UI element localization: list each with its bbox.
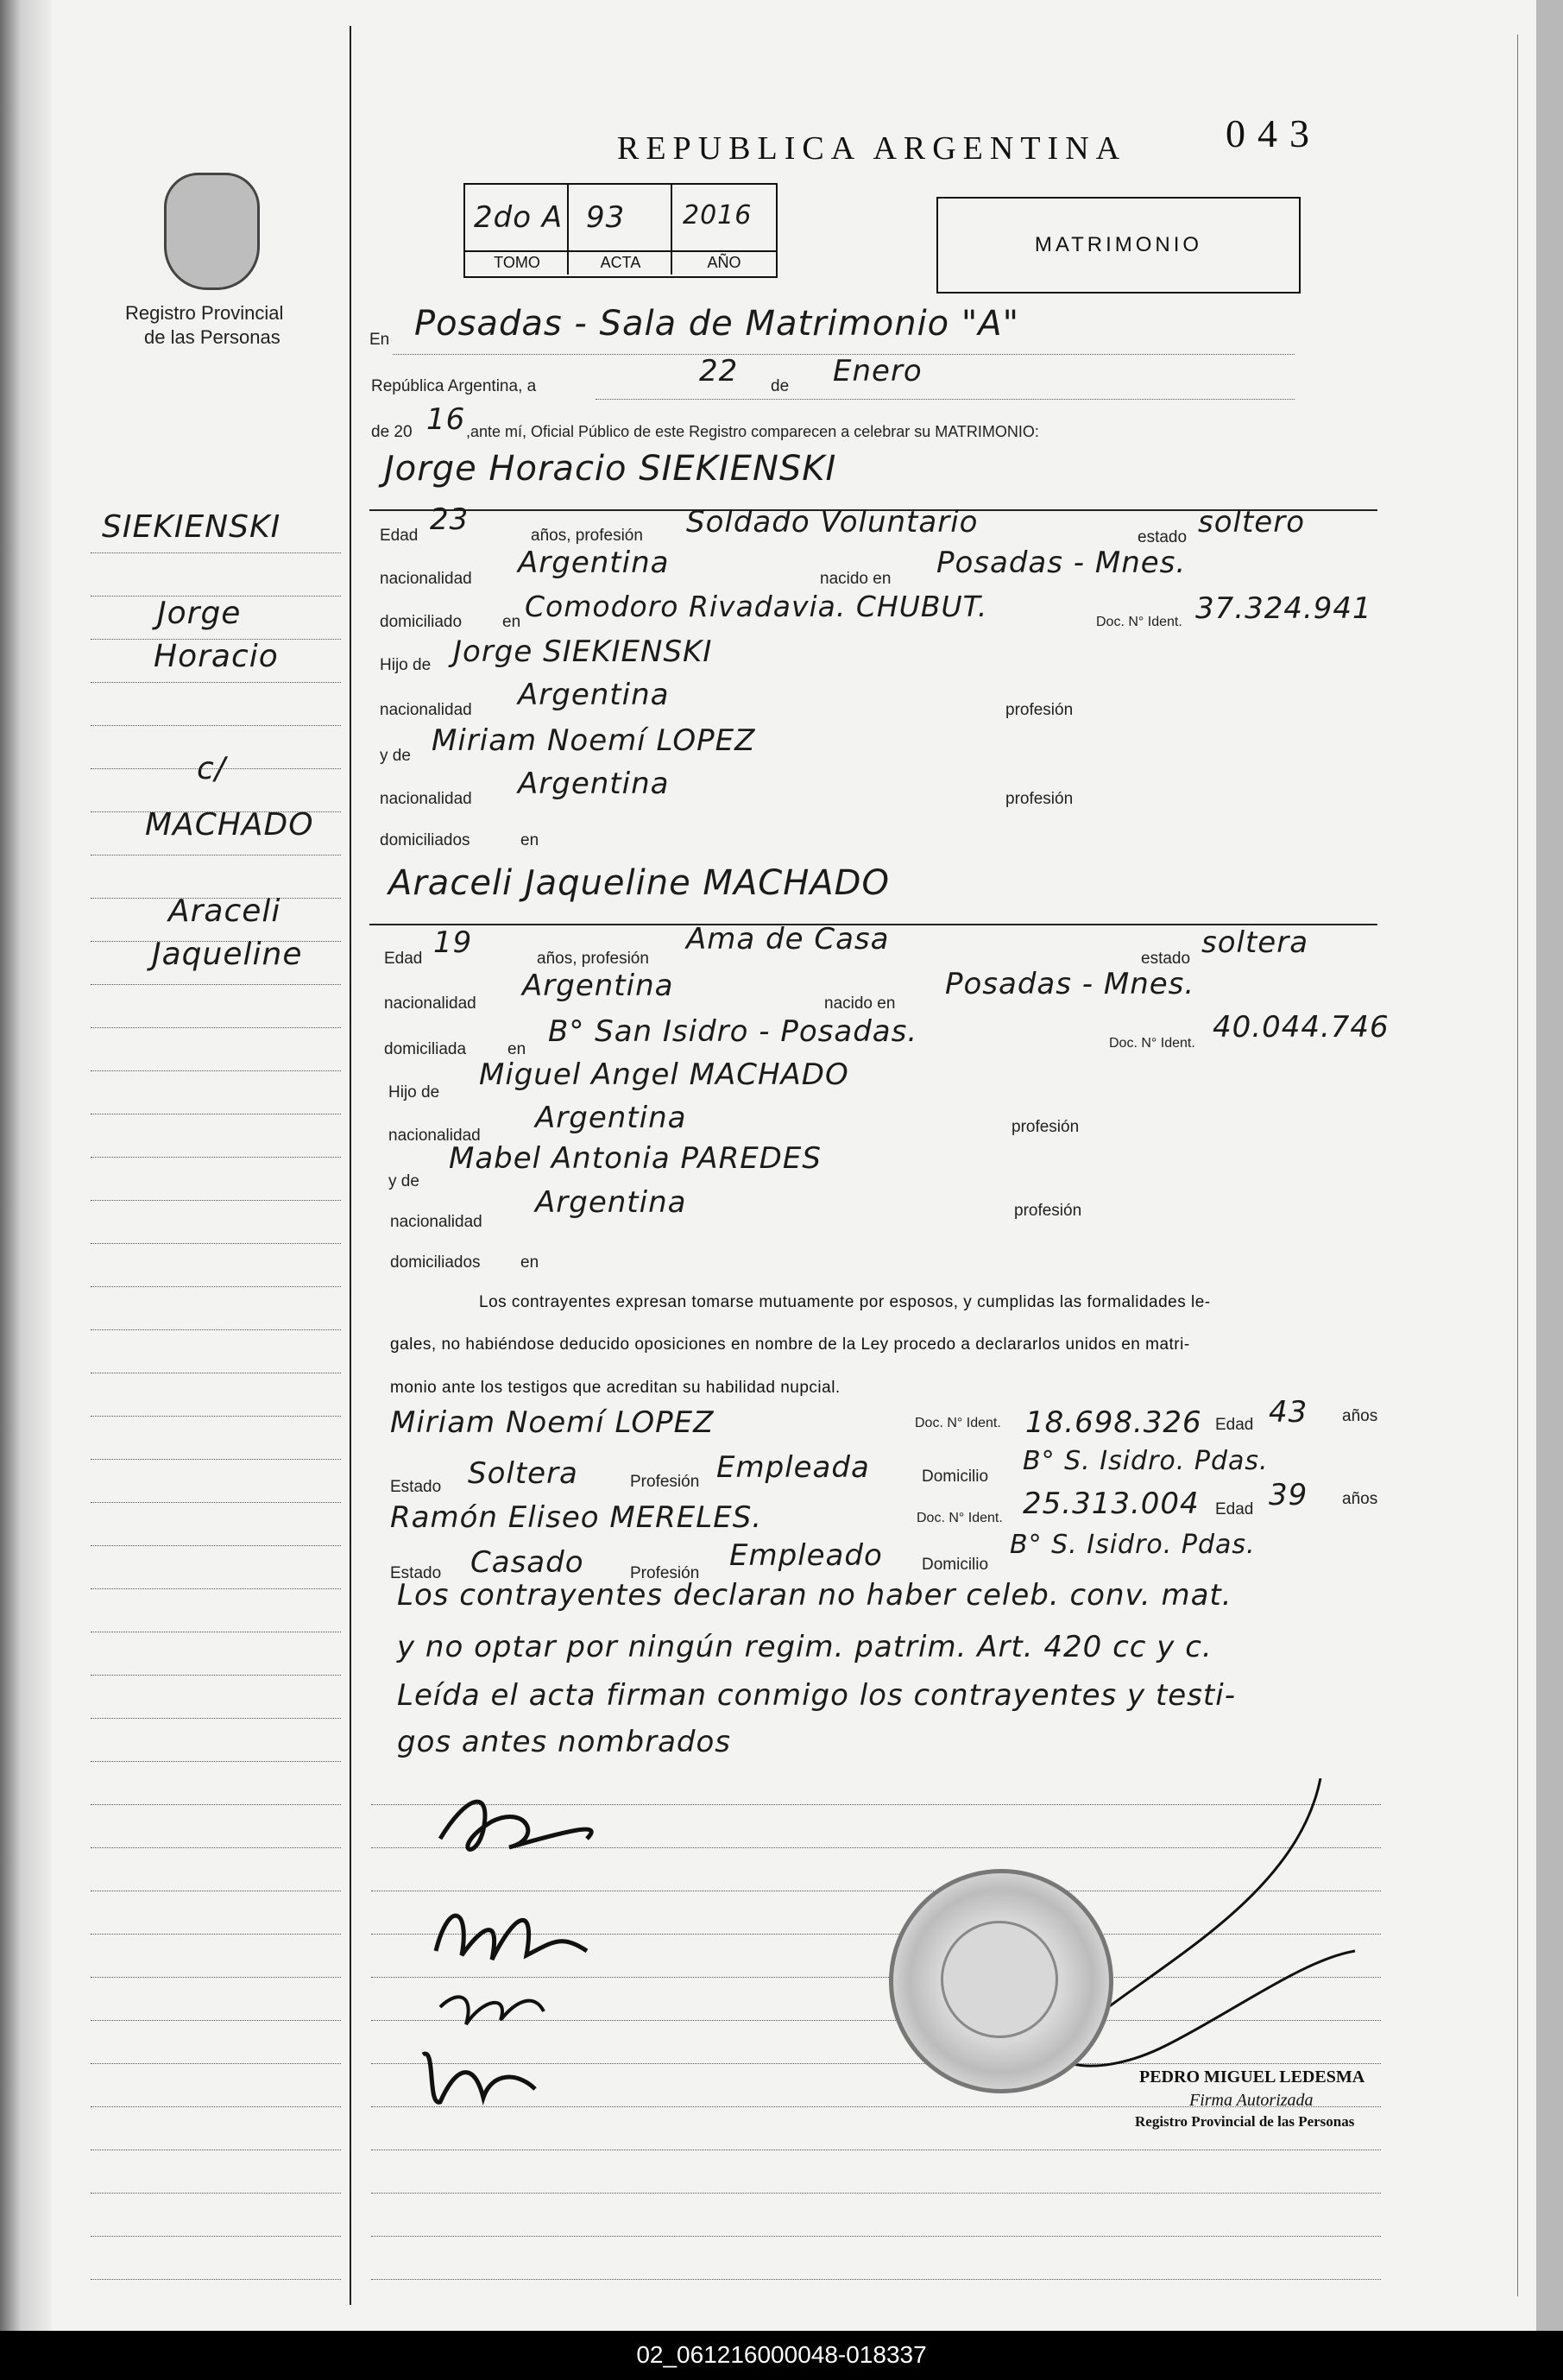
column-divider — [350, 26, 351, 2305]
groom-full-name: Jorge Horacio SIEKIENSKI — [384, 449, 837, 489]
ruled-line — [91, 1847, 341, 1848]
witness2-profession: Empleado — [729, 1538, 883, 1573]
ruled-line — [371, 2279, 1381, 2280]
bride-profession: Ama de Casa — [686, 922, 890, 956]
groom-address: Comodoro Rivadavia. CHUBUT. — [525, 590, 988, 623]
groom-mother-profesion-label: profesión — [1005, 790, 1074, 808]
notes-line2: y no optar por ningún regim. patrim. Art. 420 cc y c. — [397, 1630, 1213, 1664]
bride-hijo-label: Hijo de — [388, 1083, 440, 1102]
groom-edad-label: Edad — [380, 527, 419, 545]
acta-value: 93 — [586, 200, 626, 235]
ruled-line — [91, 898, 341, 899]
groom-mother-nacionalidad-label: nacionalidad — [380, 790, 472, 808]
margin-bride-second: Jaqueline — [152, 937, 303, 972]
ruled-line — [91, 1545, 341, 1546]
ruled-line — [91, 2106, 341, 2107]
witness1-age: 43 — [1269, 1395, 1308, 1430]
ruled-line — [91, 2236, 341, 2237]
bride-age: 19 — [433, 925, 473, 960]
witness2-age: 39 — [1269, 1478, 1308, 1512]
ruled-line — [91, 596, 341, 597]
groom-domiciliado-label: domiciliado — [380, 613, 463, 631]
ceremony-place: Posadas - Sala de Matrimonio "A" — [414, 304, 1020, 344]
right-border — [1517, 35, 1518, 2296]
bride-yde-label: y de — [388, 1172, 419, 1190]
signature-4 — [423, 2054, 535, 2102]
bride-father-nationality: Argentina — [535, 1101, 687, 1135]
margin-groom-surname: SIEKIENSKI — [102, 509, 281, 545]
year-prefix: de 20 — [371, 423, 413, 441]
margin-groom-first: Jorge — [157, 596, 242, 631]
anio-value: 2016 — [683, 200, 753, 230]
official-title: Firma Autorizada — [1189, 2091, 1314, 2110]
ruled-line — [91, 552, 341, 553]
bride-edad-label: Edad — [384, 950, 423, 968]
registry-name-line2: de las Personas — [144, 326, 280, 348]
ruled-line — [91, 2193, 341, 2194]
ruled-line — [91, 1027, 341, 1028]
bride-father-profesion-label: profesión — [1012, 1118, 1080, 1136]
groom-father-nationality: Argentina — [518, 678, 670, 712]
witness1-estado-label: Estado — [390, 1478, 442, 1496]
statement: ,ante mí, Oficial Público de este Registro comparecen a celebrar su MATRIMONIO: — [466, 423, 1039, 440]
groom-father-nacionalidad-label: nacionalidad — [380, 701, 472, 719]
bride-mother-nationality: Argentina — [535, 1185, 687, 1220]
ruled-line — [91, 1329, 341, 1330]
groom-age: 23 — [430, 502, 470, 537]
signature-1 — [440, 1802, 591, 1849]
bride-nacionalidad-label: nacionalidad — [384, 994, 476, 1013]
witness1-estado: Soltera — [468, 1456, 578, 1491]
margin-bride-surname: MACHADO — [145, 807, 314, 843]
signature-3 — [440, 1997, 544, 2024]
witness1-name: Miriam Noemí LOPEZ — [390, 1405, 715, 1440]
ruled-line — [91, 1157, 341, 1158]
en-label: En — [369, 331, 390, 349]
ruled-line — [91, 1243, 341, 1244]
bride-mother-profesion-label: profesión — [1014, 1202, 1082, 1220]
witness1-profesion-label: Profesión — [630, 1473, 700, 1491]
groom-birthplace: Posadas - Mnes. — [936, 546, 1187, 580]
witness1-doc: 18.698.326 — [1025, 1405, 1202, 1440]
bride-estado: soltera — [1201, 925, 1309, 960]
ruled-line — [91, 1718, 341, 1719]
ruled-line — [91, 1804, 341, 1805]
witness2-edad-label: Edad — [1215, 1500, 1254, 1518]
witness1-doc-label: Doc. N° Ident. — [915, 1416, 1001, 1430]
groom-en-label: en — [502, 613, 521, 631]
registry-name-line1: Registro Provincial — [125, 302, 284, 324]
ruled-line — [91, 2020, 341, 2021]
ruled-line — [91, 1977, 341, 1978]
witness2-estado-label: Estado — [390, 1564, 442, 1582]
groom-domiciliados-label: domiciliados — [380, 831, 470, 849]
declaration-line2: gales, no habiéndose deducido oposiciones en nombre de la Ley procedo a declararlos unidos en matri- — [390, 1335, 1190, 1354]
ruled-line — [371, 2193, 1381, 2194]
footer-bar — [0, 2331, 1563, 2380]
bride-estado-label: estado — [1141, 950, 1191, 968]
groom-father-profesion-label: profesión — [1005, 701, 1074, 719]
margin-groom-second: Horacio — [154, 639, 279, 674]
ruled-line — [91, 1200, 341, 1201]
bride-father: Miguel Angel MACHADO — [479, 1057, 849, 1092]
doc-type-box — [936, 197, 1301, 294]
notes-line3: Leída el acta firman conmigo los contrayentes y testi- — [397, 1678, 1236, 1713]
acta-label: ACTA — [600, 254, 641, 271]
witness1-profession: Empleada — [716, 1450, 870, 1485]
witness2-doc: 25.313.004 — [1023, 1487, 1200, 1521]
ruled-line — [91, 1502, 341, 1503]
witness2-name: Ramón Eliseo MERELES. — [390, 1500, 763, 1535]
bride-nacido-label: nacido en — [824, 994, 896, 1013]
bride-domiciliados-en: en — [520, 1253, 539, 1272]
official-office: Registro Provincial de las Personas — [1135, 2113, 1355, 2130]
ruled-line — [91, 1070, 341, 1071]
groom-domiciliados-en: en — [520, 831, 539, 849]
witness2-doc-label: Doc. N° Ident. — [917, 1511, 1003, 1525]
file-id: 02_061216000048-018337 — [636, 2341, 927, 2368]
ruled-line — [91, 1459, 341, 1460]
republica-label: República Argentina, a — [371, 377, 537, 395]
bride-nationality: Argentina — [522, 969, 674, 1003]
ruled-line — [371, 2236, 1381, 2237]
groom-doc-label: Doc. N° Ident. — [1096, 615, 1182, 629]
witness1-domicilio-label: Domicilio — [922, 1468, 989, 1486]
bride-en-label: en — [507, 1040, 526, 1058]
doc-type-label: MATRIMONIO — [1034, 233, 1203, 256]
official-name: PEDRO MIGUEL LEDESMA — [1139, 2068, 1365, 2086]
margin-bride-first: Araceli — [168, 893, 281, 929]
bride-address: B° San Isidro - Posadas. — [548, 1014, 918, 1049]
groom-nacionalidad-label: nacionalidad — [380, 570, 472, 588]
witness1-edad-label: Edad — [1215, 1416, 1254, 1434]
declaration-line3: monio ante los testigos que acreditan su habilidad nupcial. — [390, 1379, 841, 1397]
witness2-domicilio-label: Domicilio — [922, 1556, 989, 1574]
bride-full-name: Araceli Jaqueline MACHADO — [388, 863, 890, 903]
ruled-line — [91, 725, 341, 726]
groom-nationality: Argentina — [518, 546, 670, 580]
tomo-label: TOMO — [494, 254, 540, 271]
bride-mother: Mabel Antonia PAREDES — [449, 1141, 822, 1176]
groom-father: Jorge SIEKIENSKI — [453, 634, 713, 669]
bride-domiciliada-label: domiciliada — [384, 1040, 467, 1058]
bride-domiciliados-label: domiciliados — [390, 1253, 481, 1272]
page-edge — [1536, 0, 1563, 2331]
groom-anos-label: años, profesión — [531, 527, 643, 545]
groom-profession: Soldado Voluntario — [686, 505, 979, 540]
ruled-line — [91, 2063, 341, 2064]
ruled-line — [91, 1761, 341, 1762]
ruled-line — [91, 1675, 341, 1676]
ceremony-day: 22 — [699, 354, 739, 388]
bride-father-nacionalidad-label: nacionalidad — [388, 1127, 481, 1145]
bride-doc: 40.044.746 — [1213, 1010, 1390, 1045]
ruled-line — [91, 984, 341, 985]
bride-birthplace: Posadas - Mnes. — [945, 967, 1195, 1001]
tomo-value: 2do A — [474, 200, 564, 235]
ruled-line — [91, 1416, 341, 1417]
bride-mother-nacionalidad-label: nacionalidad — [390, 1213, 482, 1231]
ruled-line — [91, 811, 341, 812]
groom-estado-label: estado — [1138, 528, 1188, 546]
bride-anos-label: años, profesión — [537, 950, 649, 968]
witness2-anos-label: años — [1342, 1490, 1378, 1508]
ruled-line — [91, 682, 341, 683]
ruled-line — [91, 1286, 341, 1287]
ruled-line — [91, 1934, 341, 1935]
country-title: REPUBLICA ARGENTINA — [617, 130, 1127, 167]
ruled-line — [91, 941, 341, 942]
witness1-address: B° S. Isidro. Pdas. — [1023, 1446, 1269, 1476]
signature-2 — [436, 1916, 587, 1960]
groom-doc: 37.324.941 — [1195, 591, 1372, 626]
anio-label: AÑO — [707, 254, 741, 271]
bride-doc-label: Doc. N° Ident. — [1109, 1036, 1195, 1051]
ceremony-month: Enero — [833, 354, 923, 388]
groom-nacido-label: nacido en — [820, 570, 892, 588]
declaration-line1: Los contrayentes expresan tomarse mutuamente por esposos, y cumplidas las formalidades le- — [479, 1293, 1211, 1311]
groom-hijo-label: Hijo de — [380, 656, 432, 674]
groom-estado: soltero — [1198, 505, 1305, 540]
notes-line1: Los contrayentes declaran no haber celeb. conv. mat. — [397, 1578, 1232, 1613]
de-label: de — [771, 377, 790, 395]
witness2-estado: Casado — [470, 1545, 584, 1580]
witness1-anos-label: años — [1342, 1407, 1378, 1425]
ceremony-year: 16 — [426, 402, 466, 437]
groom-yde-label: y de — [380, 747, 411, 765]
ruled-line — [91, 2279, 341, 2280]
book-binding — [0, 0, 52, 2331]
ruled-line — [91, 768, 341, 769]
ruled-line — [91, 1588, 341, 1589]
groom-mother: Miriam Noemí LOPEZ — [432, 723, 756, 758]
witness2-address: B° S. Isidro. Pdas. — [1010, 1530, 1256, 1560]
witness2-profesion-label: Profesión — [630, 1564, 700, 1582]
groom-mother-nationality: Argentina — [518, 767, 670, 801]
province-crest-logo — [164, 173, 260, 290]
record-number: 043 — [1226, 111, 1321, 155]
official-seal-inner — [941, 1921, 1058, 2038]
margin-connector: c/ — [197, 751, 226, 786]
notes-line4: gos antes nombrados — [397, 1725, 732, 1759]
volume-table — [463, 183, 778, 278]
ruled-line — [91, 639, 341, 640]
